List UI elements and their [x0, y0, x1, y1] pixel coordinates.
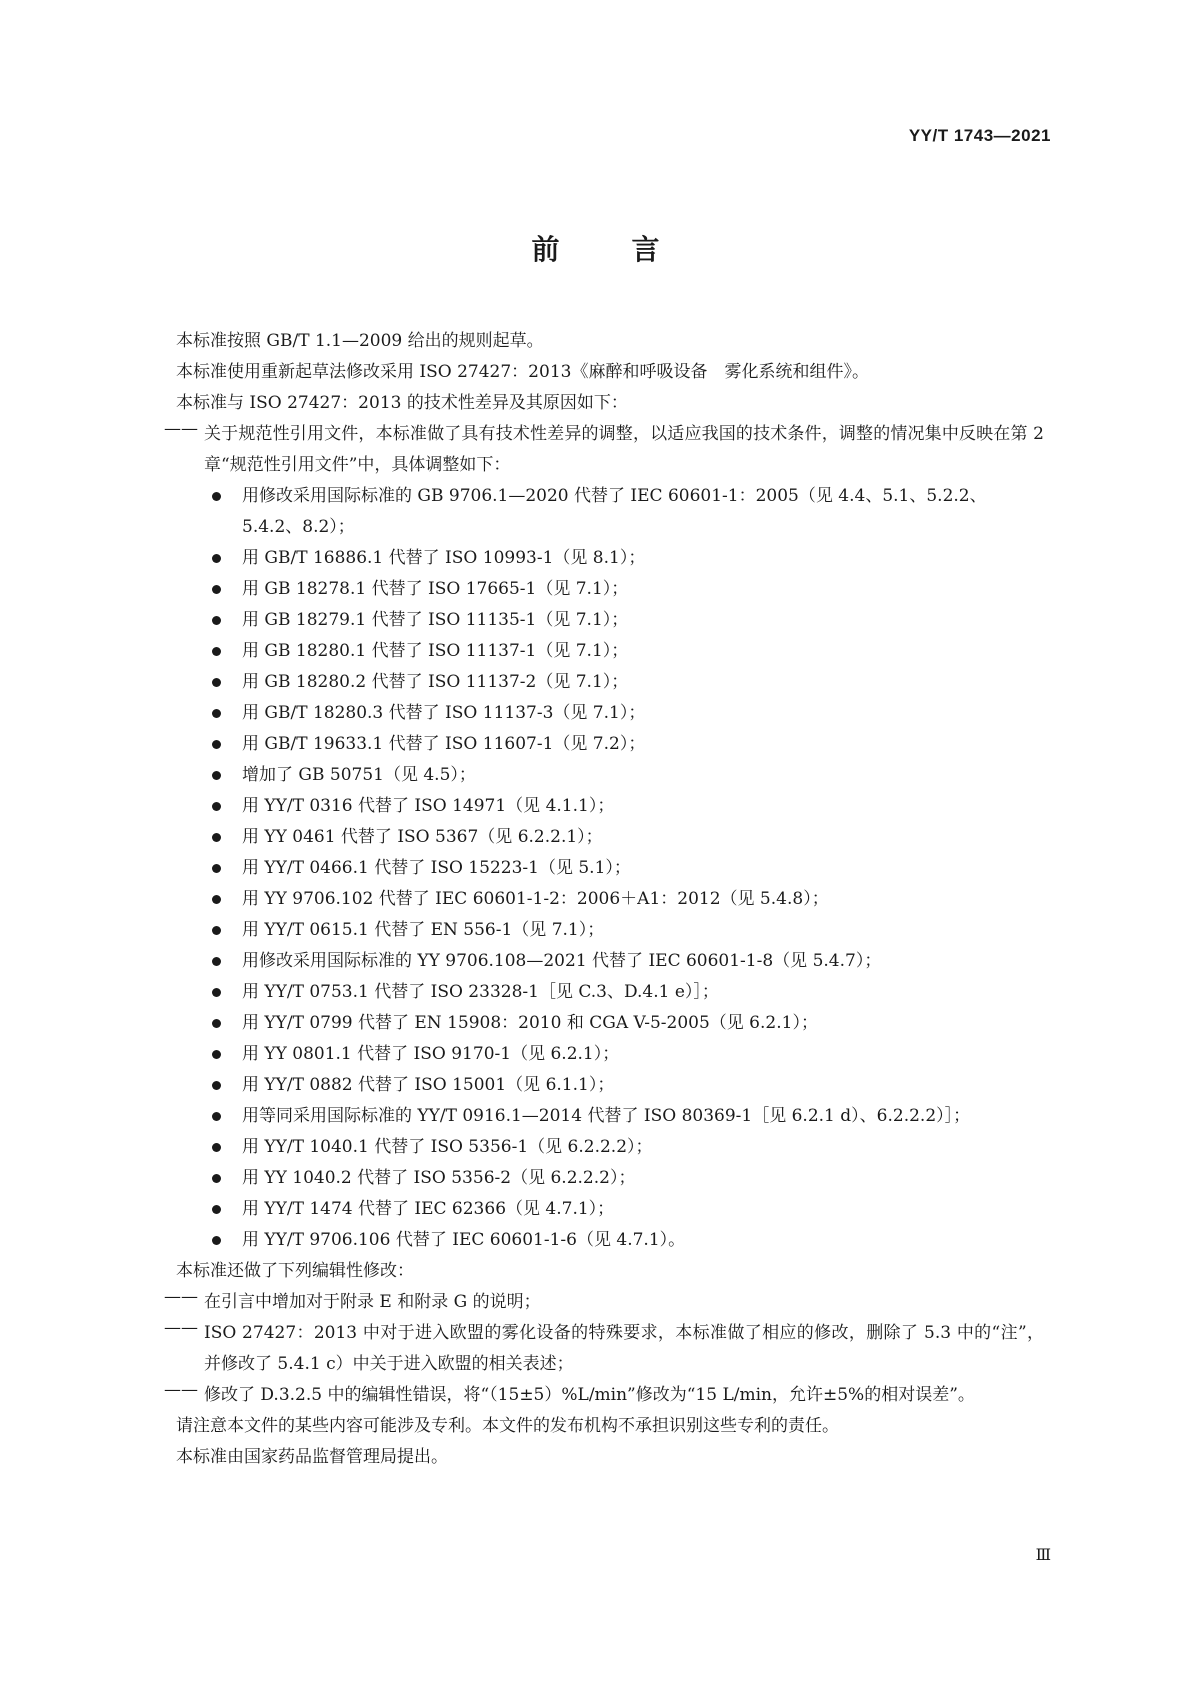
list-item: [212, 915, 1056, 946]
list-item-text: 用 YY/T 1040.1 代替了 ISO 5356-1（见 6.2.2.2）；: [242, 1137, 653, 1157]
bullet-icon: [212, 1070, 242, 1101]
paragraph: 本标准按照 GB/T 1.1—2009 给出的规则起草。: [176, 331, 544, 351]
list-item: [212, 698, 1056, 729]
list-item-text: 用 YY/T 0882 代替了 ISO 15001（见 6.1.1）；: [242, 1075, 615, 1095]
bullet-icon: [212, 760, 242, 791]
list-item-text: 用 GB 18280.2 代替了 ISO 11137-2（见 7.1）；: [242, 672, 629, 692]
list-item-text: 用 GB/T 19633.1 代替了 ISO 11607-1（见 7.2）；: [242, 734, 646, 754]
paragraph: 本标准使用重新起草法修改采用 ISO 27427：2013《麻醉和呼吸设备 雾化系统和组件》。: [176, 362, 869, 382]
list-item: [212, 636, 1056, 667]
bullet-icon: [212, 1194, 242, 1225]
list-item-text: 用 YY/T 0316 代替了 ISO 14971（见 4.1.1）；: [242, 796, 615, 816]
list-item-text: 用 GB/T 18280.3 代替了 ISO 11137-3（见 7.1）；: [242, 703, 646, 723]
list-item: [212, 1039, 1056, 1070]
bullet-icon: [212, 1101, 242, 1132]
dash-item: [164, 1318, 1056, 1380]
list-item-text: 用等同采用国际标准的 YY/T 0916.1—2014 代替了 ISO 80369-1［见 6.2.1 d）、6.2.2.2）］；: [242, 1106, 971, 1126]
dash-marker: ——: [164, 1318, 198, 1338]
list-item-text: 用 GB/T 16886.1 代替了 ISO 10993-1（见 8.1）；: [242, 548, 646, 568]
list-item-text: 增加了 GB 50751（见 4.5）；: [242, 765, 476, 785]
list-item: [212, 543, 1056, 574]
paragraph: 本标准由国家药品监督管理局提出。: [176, 1447, 448, 1467]
list-item: [212, 605, 1056, 636]
list-item: [212, 729, 1056, 760]
list-item: [212, 1008, 1056, 1039]
list-item: [212, 853, 1056, 884]
bullet-icon: [212, 822, 242, 853]
list-item: [212, 884, 1056, 915]
bullet-icon: [212, 481, 242, 543]
list-item: [212, 481, 1056, 543]
bullet-icon: [212, 977, 242, 1008]
dash-item-normative-references: [164, 419, 1056, 481]
list-item: [212, 1163, 1056, 1194]
bullet-icon: [212, 791, 242, 822]
bullet-icon: [212, 853, 242, 884]
list-item-text: 用 YY/T 0799 代替了 EN 15908：2010 和 CGA V-5-2005（见 6.2.1）；: [242, 1013, 818, 1033]
list-item: [212, 1132, 1056, 1163]
list-item: [212, 977, 1056, 1008]
page-number: Ⅲ: [1035, 1545, 1051, 1564]
list-item-text: 用 YY 0461 代替了 ISO 5367（见 6.2.2.1）；: [242, 827, 603, 847]
list-item-text: 用 GB 18278.1 代替了 ISO 17665-1（见 7.1）；: [242, 579, 629, 599]
list-item-text: 用 YY 0801.1 代替了 ISO 9170-1（见 6.2.1）；: [242, 1044, 620, 1064]
list-item-text: 用 YY/T 0615.1 代替了 EN 556-1（见 7.1）；: [242, 920, 605, 940]
bullet-icon: [212, 884, 242, 915]
dash-item-text: 在引言中增加对于附录 E 和附录 G 的说明；: [204, 1292, 541, 1312]
list-item-text: 用 YY 1040.2 代替了 ISO 5356-2（见 6.2.2.2）；: [242, 1168, 636, 1188]
list-item: [212, 1194, 1056, 1225]
bullet-icon: [212, 636, 242, 667]
bullet-icon: [212, 1008, 242, 1039]
list-item: [212, 1101, 1056, 1132]
bullet-icon: [212, 698, 242, 729]
paragraph: 请注意本文件的某些内容可能涉及专利。本文件的发布机构不承担识别这些专利的责任。: [176, 1416, 839, 1436]
list-item: [212, 760, 1056, 791]
bullet-icon: [212, 543, 242, 574]
dash-item-text: ISO 27427：2013 中对于进入欧盟的雾化设备的特殊要求，本标准做了相应的修改，删除了 5.3 中的“注”，并修改了 5.4.1 c）中关于进入欧盟的相关表述；: [204, 1323, 1044, 1374]
list-item-text: 用 YY/T 0466.1 代替了 ISO 15223-1（见 5.1）；: [242, 858, 631, 878]
bullet-icon: [212, 605, 242, 636]
dash-item: [164, 1380, 1056, 1411]
dash-marker: ——: [164, 1380, 198, 1400]
title-char-1: 前: [531, 233, 560, 266]
bullet-icon: [212, 729, 242, 760]
page-title: [0, 228, 1191, 268]
list-item: [212, 822, 1056, 853]
dash-item-text: 修改了 D.3.2.5 中的编辑性错误，将“（15±5）%L/min”修改为“15 L/min，允许±5%的相对误差”。: [204, 1385, 975, 1405]
list-item-text: 用修改采用国际标准的 YY 9706.108—2021 代替了 IEC 60601-1-8（见 5.4.7）；: [242, 951, 882, 971]
list-item: [212, 946, 1056, 977]
bullet-list: [212, 481, 1056, 1256]
title-char-2: 言: [631, 233, 660, 266]
list-item: [212, 1070, 1056, 1101]
list-item-text: 用 YY/T 9706.106 代替了 IEC 60601-1-6（见 4.7.1）。: [242, 1230, 686, 1250]
bullet-icon: [212, 946, 242, 977]
paragraph: 本标准还做了下列编辑性修改：: [176, 1261, 414, 1281]
list-item-text: 用 GB 18280.1 代替了 ISO 11137-1（见 7.1）；: [242, 641, 629, 661]
list-item: [212, 1225, 1056, 1256]
list-item: [212, 667, 1056, 698]
standard-code: YY/T 1743—2021: [908, 126, 1051, 145]
list-item: [212, 574, 1056, 605]
dash-item: [164, 1287, 1056, 1318]
document-body: [164, 326, 1056, 1473]
dash-item-text: 关于规范性引用文件，本标准做了具有技术性差异的调整，以适应我国的技术条件，调整的情况集中反映在第 2 章“规范性引用文件”中，具体调整如下：: [204, 424, 1044, 475]
dash-marker: ——: [164, 419, 198, 439]
list-item-text: 用 YY/T 1474 代替了 IEC 62366（见 4.7.1）；: [242, 1199, 615, 1219]
list-item-text: 用 GB 18279.1 代替了 ISO 11135-1（见 7.1）；: [242, 610, 629, 630]
list-item-text: 用修改采用国际标准的 GB 9706.1—2020 代替了 IEC 60601-1：2005（见 4.4、5.1、5.2.2、5.4.2、8.2）；: [242, 486, 987, 537]
bullet-icon: [212, 574, 242, 605]
list-item: [212, 791, 1056, 822]
list-item-text: 用 YY/T 0753.1 代替了 ISO 23328-1［见 C.3、D.4.1 e）］；: [242, 982, 719, 1002]
bullet-icon: [212, 1225, 242, 1256]
dash-marker: ——: [164, 1287, 198, 1307]
bullet-icon: [212, 667, 242, 698]
list-item-text: 用 YY 9706.102 代替了 IEC 60601-1-2：2006＋A1：2012（见 5.4.8）；: [242, 889, 829, 909]
bullet-icon: [212, 915, 242, 946]
paragraph: 本标准与 ISO 27427：2013 的技术性差异及其原因如下：: [176, 393, 628, 413]
bullet-icon: [212, 1132, 242, 1163]
bullet-icon: [212, 1163, 242, 1194]
bullet-icon: [212, 1039, 242, 1070]
